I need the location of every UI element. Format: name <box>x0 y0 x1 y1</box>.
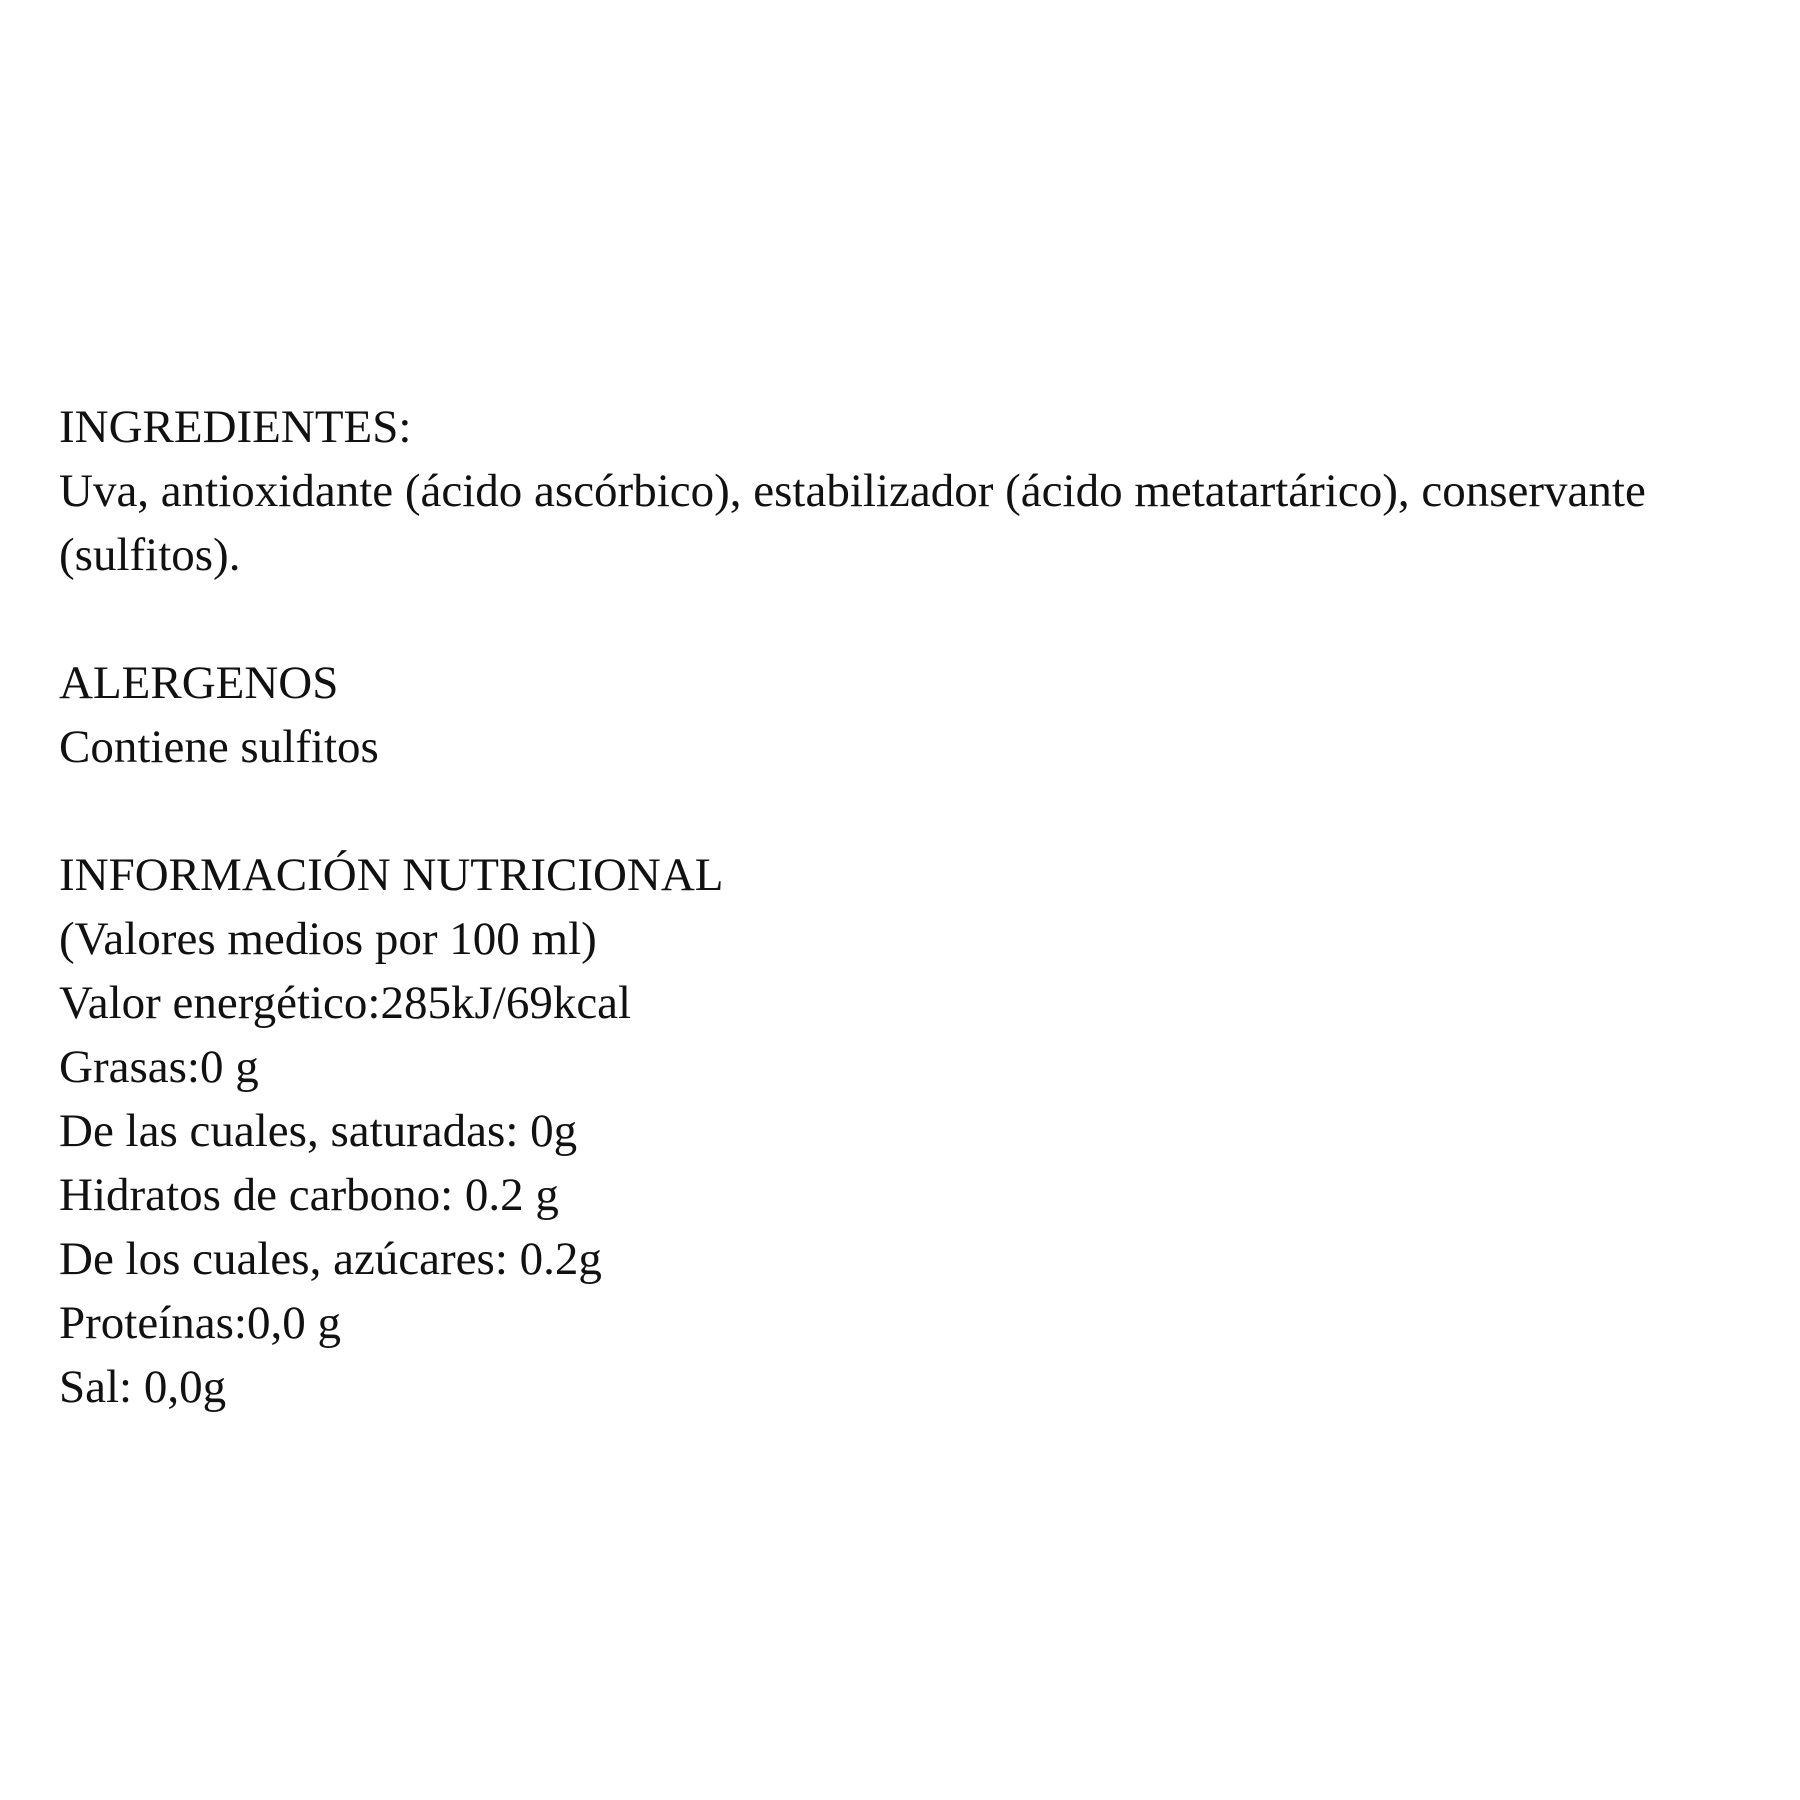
nutrition-row-protein: Proteínas:0,0 g <box>59 1297 341 1349</box>
nutrition-row-carbohydrates: Hidratos de carbono: 0.2 g <box>59 1169 559 1221</box>
nutrition-row-energy: Valor energético:285kJ/69kcal <box>59 977 632 1029</box>
nutrition-row-sugars: De los cuales, azúcares: 0.2g <box>59 1233 602 1285</box>
allergens-text: Contiene sulfitos <box>59 721 379 773</box>
nutrition-row-saturated-fat: De las cuales, saturadas: 0g <box>59 1105 578 1157</box>
ingredients-text-line-1: Uva, antioxidante (ácido ascórbico), estabilizador (ácido metatartárico), conservante <box>59 465 1646 517</box>
nutrition-heading: INFORMACIÓN NUTRICIONAL <box>59 849 724 901</box>
nutrition-row-salt: Sal: 0,0g <box>59 1361 227 1413</box>
section-spacer <box>59 779 1759 843</box>
section-spacer <box>59 587 1759 651</box>
allergens-heading: ALERGENOS <box>59 657 339 709</box>
ingredients-text-line-2: (sulfitos). <box>59 529 241 581</box>
ingredients-heading: INGREDIENTES: <box>59 401 412 453</box>
nutrition-row-fat: Grasas:0 g <box>59 1041 259 1093</box>
product-label-text <box>59 395 1759 1419</box>
nutrition-subheading: (Valores medios por 100 ml) <box>59 913 597 965</box>
